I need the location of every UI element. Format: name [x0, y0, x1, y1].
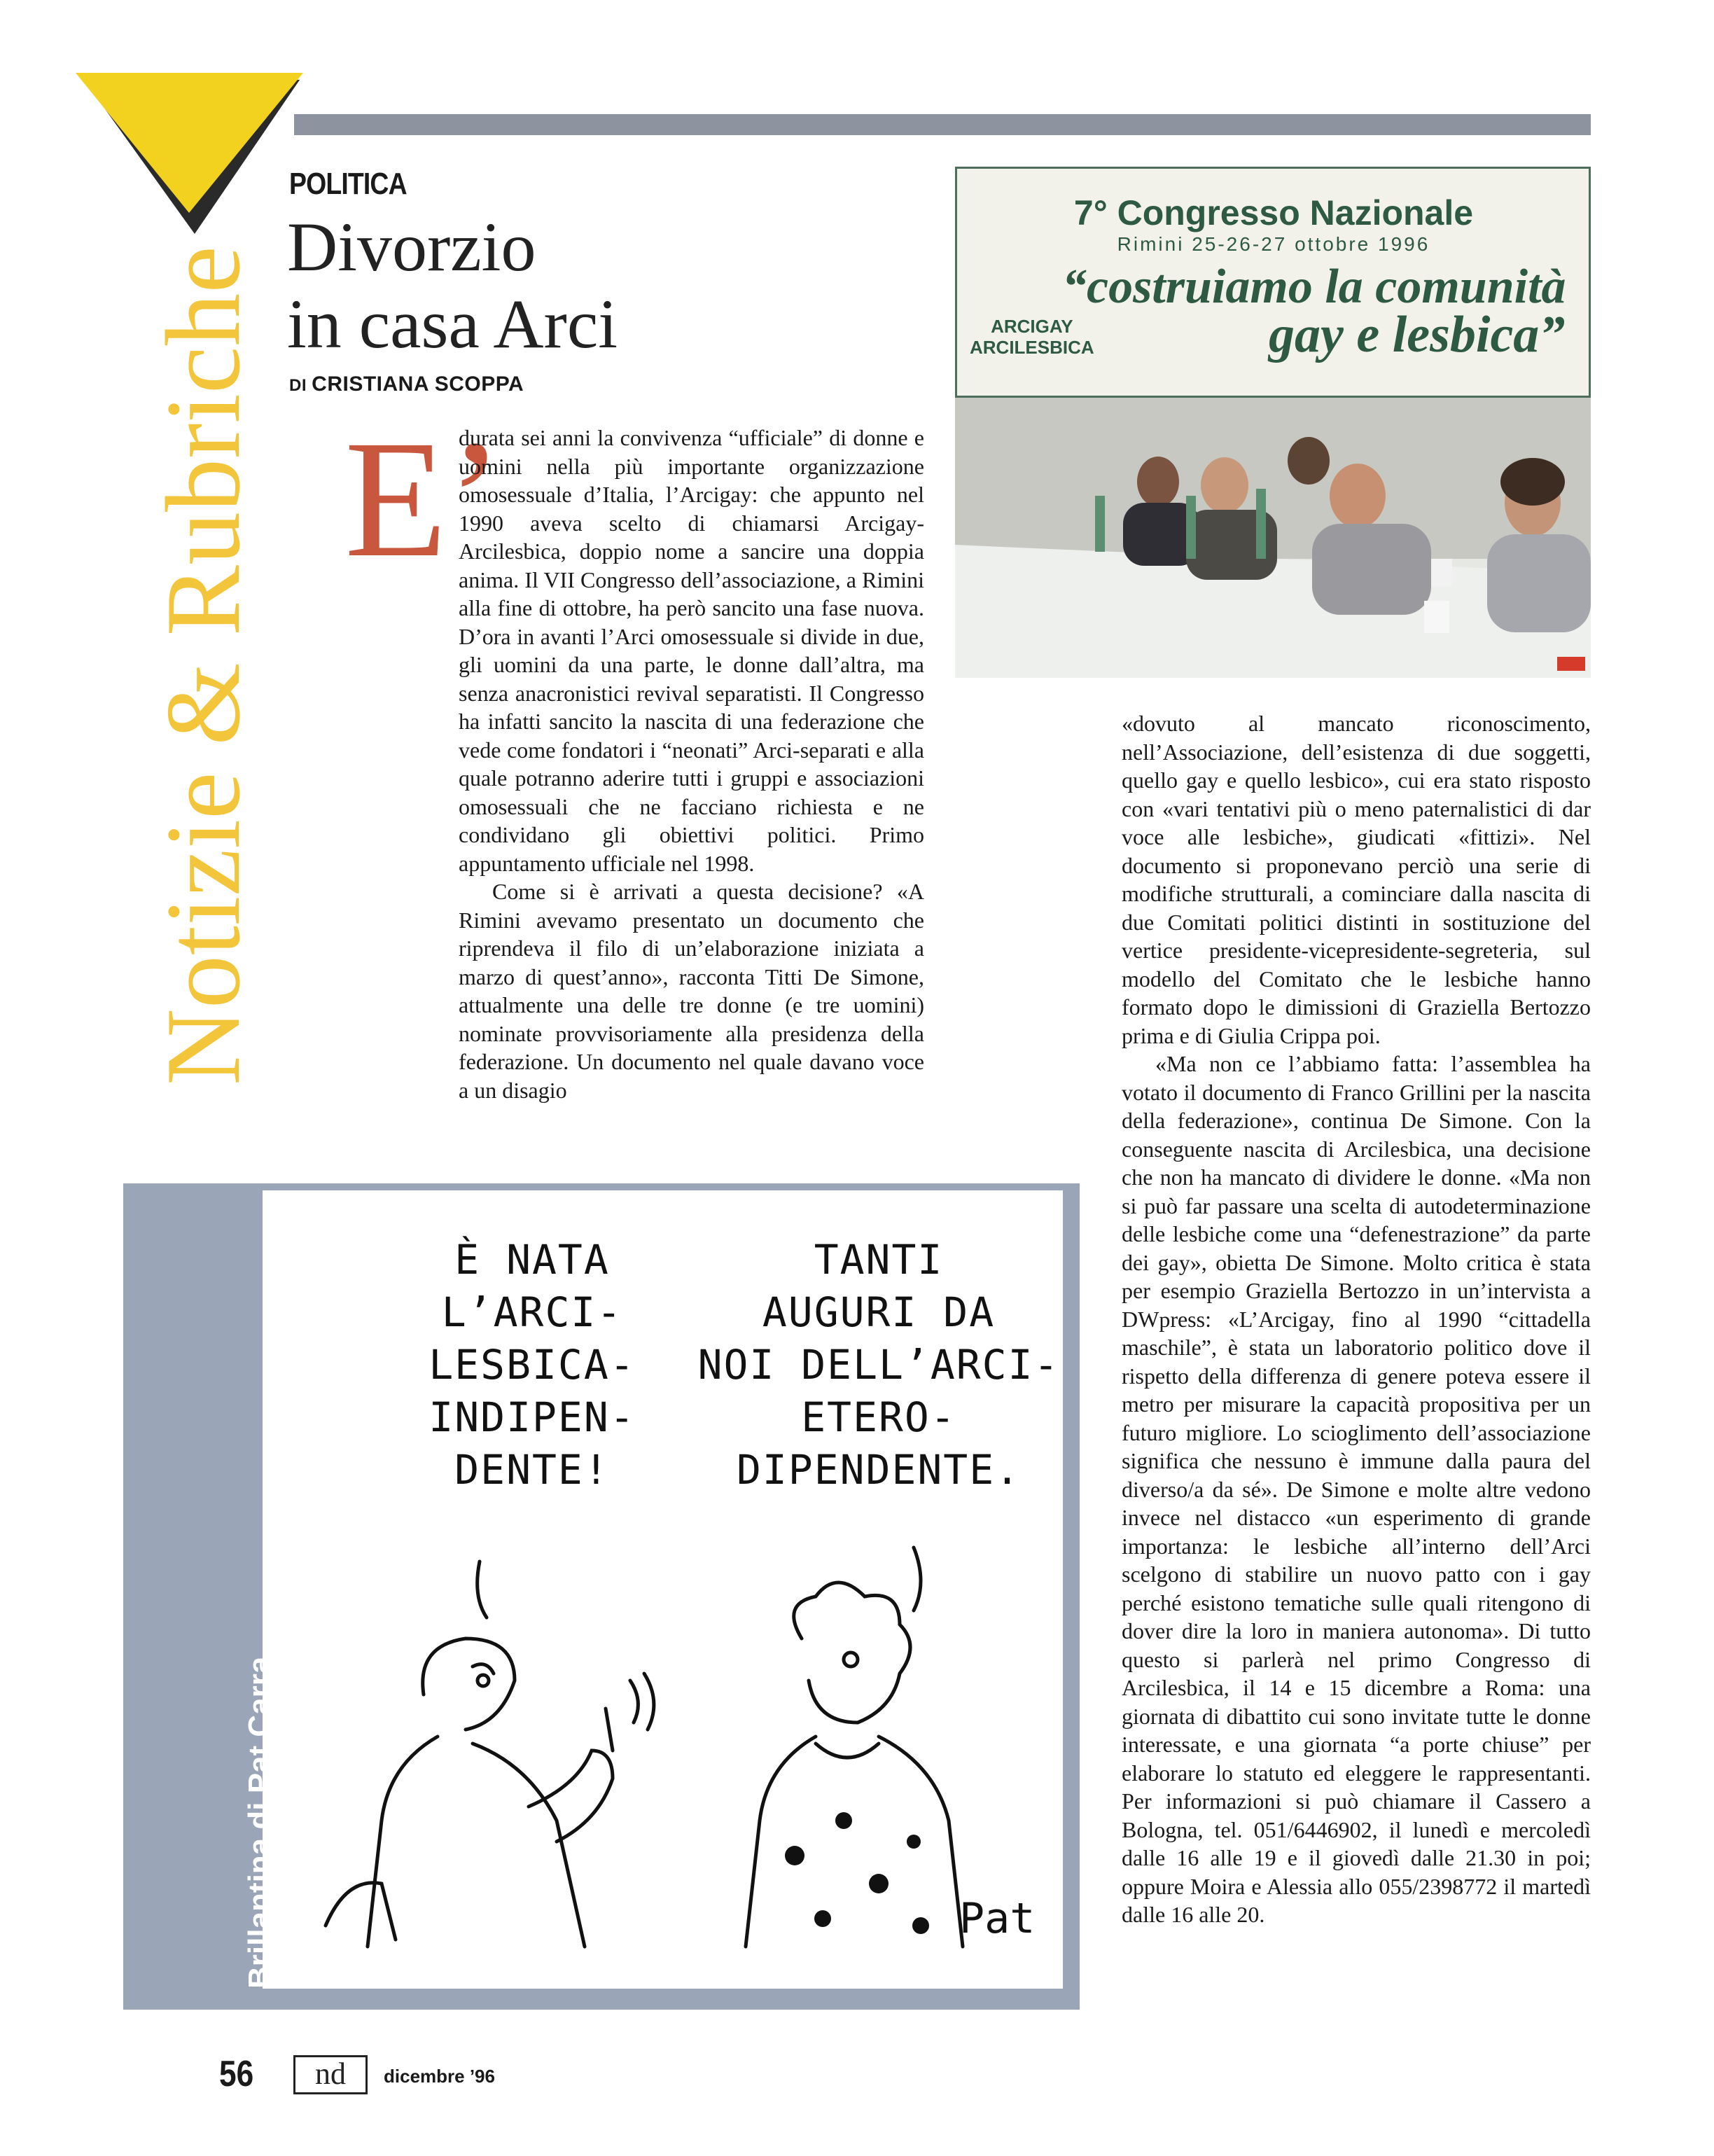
- bubble-line: TANTI: [814, 1236, 944, 1284]
- cartoon-signature: Pat: [959, 1894, 1036, 1943]
- headline-line-1: Divorzio: [287, 208, 536, 286]
- bubble-line: È NATA: [454, 1236, 610, 1284]
- banner-logo-line-2: ARCILESBICA: [970, 337, 1094, 358]
- article-column-1: [459, 424, 924, 1104]
- corner-triangle-icon: [76, 73, 307, 248]
- cartoon-credit: Brillantina di Pat Carra: [242, 1656, 277, 1989]
- paragraph: durata sei anni la convivenza “ufficiale” di donne e uomini nella più importante organizzazione omosessuale d’Italia, l’Arcigay: che appunto nel 1990 aveva scelto di chiamarsi Arcigay-Arcilesbica, doppio nome a sancire una doppia anima. Il VII Congresso dell’associazione, a Rimini alla fine di ottobre, ha però sancito una fase nuova. D’ora in avanti l’Arci omosessuale si divide in due, gli uomini da una parte, le donne dall’altra, ma senza anacronistici revival separatisti. Il Congresso ha infatti sancito la nascita di una federazione che vede come fondatori i “neonati” Arci-separati e alla quale potranno aderire tutti i gruppi e associazioni omosessuali che ne facciano richiesta e ne condividano gli obiettivi politici. Primo appuntamento ufficiale nel 1998.: [459, 425, 924, 876]
- byline-prefix: DI: [289, 376, 307, 395]
- bubble-line: L’ARCI-: [441, 1288, 623, 1336]
- section-title: Notizie & Rubriche: [144, 246, 262, 1085]
- article-column-2: [1122, 709, 1591, 1929]
- byline-author: CRISTIANA SCOPPA: [312, 373, 524, 396]
- article-headline: [287, 209, 618, 363]
- headline-line-2: in casa Arci: [287, 285, 618, 363]
- bubble-line: LESBICA-: [428, 1341, 636, 1389]
- bubble-line: INDIPEN-: [428, 1393, 636, 1441]
- banner-slogan-2: gay e lesbica”: [1269, 306, 1566, 363]
- bubble-line: DENTE!: [454, 1446, 610, 1494]
- banner-title: 7° Congresso Nazionale: [1073, 193, 1474, 232]
- cartoon-drawing: [263, 1190, 1063, 1989]
- congress-photo: [955, 167, 1591, 678]
- byline: [289, 373, 524, 396]
- paragraph: «Ma non ce l’abbiamo fatta: l’assemblea ha votato il documento di Franco Grillini per la nascita della federazione», continua De Simone. Con la conseguente nascita di Arcilesbica, una decisione che non ha mancato di dividere le donne. «Ma non si può far passare una scelta di autodeterminazione delle lesbiche come una “defenestrazione” da parte dei gay», obietta De Simone. Molto critica è stata per esempio Graziella Bertozzo in un’intervista a DWpress: «L’Arcigay, fino al 1990 “cittadella maschile”, è stata un laboratorio politico dove il rispetto della differenza di genere poteva essere il metro per misurare la capacità propositiva per un futuro migliore. Lo scioglimento dell’associazione significa che nessuno è immune dalla paura del diverso/a da sé». De Simone e molte altre vedono invece nel distacco «un esperimento di grande importanza: le lesbiche all’interno dell’Arci scelgono di stabilire un nuovo patto con i gay perché esistono tematiche sulle quali ritengono di dover dire la loro in maniera autonoma». Di tutto questo si parlerà nel primo Congresso di Arcilesbica, il 14 e 15 dicembre a Roma: una giornata di dibattito cui sono invitate tutte le donne interessate, e una giornata “a porte chiuse” per elaborare lo statuto ed eleggere le rappresentanti. Per informazioni si può chiamare il Cassero a Bologna, tel. 051/6446902, il lunedì e mercoledì dalle 16 alle 19 e il giovedì dalle 21.30 in poi; oppure Moira e Alessia allo 055/2398772 il martedì dalle 16 alle 20.: [1122, 1051, 1591, 1927]
- kicker-label: POLITICA: [289, 167, 407, 201]
- bubble-line: AUGURI DA: [762, 1288, 996, 1336]
- bubble-line: DIPENDENTE.: [736, 1446, 1022, 1494]
- banner-dates: Rimini 25-26-27 ottobre 1996: [1117, 233, 1430, 255]
- magazine-logo: nd: [293, 2055, 368, 2094]
- drop-cap: E’: [344, 405, 503, 592]
- banner-logo-line-1: ARCIGAY: [991, 316, 1073, 337]
- bubble-line: NOI DELL’ARCI-: [697, 1341, 1060, 1389]
- banner-slogan-1: “costruiamo la comunità: [1062, 260, 1566, 314]
- top-gray-bar: [294, 114, 1591, 135]
- congress-banner: [955, 167, 1591, 398]
- paragraph: Come si è arrivati a questa decisione? «A Rimini avevamo presentato un documento che riprendeva il filo di un’elaborazione iniziata a marzo di quest’anno», racconta Titti De Simone, attualmente una delle tre donne (e tre uomini) nominate provvisoriamente alla presidenza della federazione. Un documento nel quale davano voce a un disagio: [459, 879, 924, 1103]
- banner-logo: [970, 316, 1094, 358]
- paragraph: «dovuto al mancato riconoscimento, nell’Associazione, dell’esistenza di due soggetti, quello gay e quello lesbico», cui era stato risposto con «vari tentativi più o meno paternalistici di dar voce alle lesbiche», giudicati «fittizi». Nel documento si proponevano perciò una serie di modifiche strutturali, a cominciare dalla nascita di due Comitati politici distinti in sostituzione del vertice presidente-vicepresidente-segreteria, sul modello del Comitato che le lesbiche hanno formato dopo le dimissioni di Graziella Bertozzo prima e di Giulia Crippa poi.: [1122, 711, 1591, 1048]
- page-number: 56: [219, 2054, 254, 2094]
- bubble-line: ETERO-: [801, 1393, 956, 1441]
- issue-date: dicembre ’96: [384, 2066, 495, 2087]
